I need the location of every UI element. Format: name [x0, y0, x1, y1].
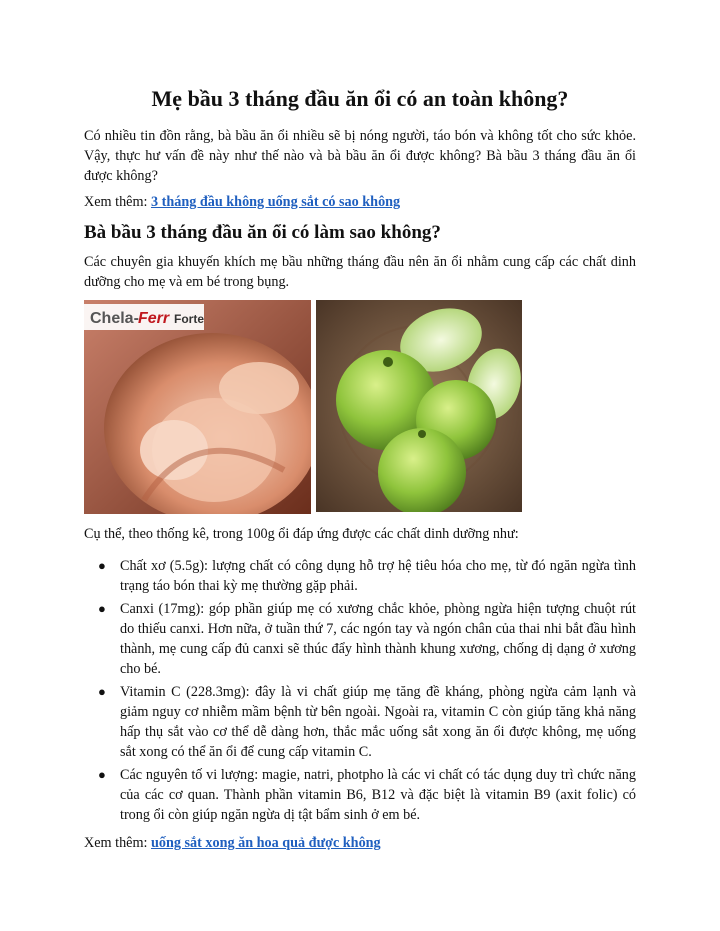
bullet-icon: ●: [98, 684, 106, 699]
see-also-link-iron[interactable]: 3 tháng đầu không uống sắt có sao không: [150, 194, 401, 210]
list-item-text: Canxi (17mg): góp phần giúp mẹ có xương chắc khỏe, phòng ngừa hiện tượng chuột rút do thiếu canxi. Hơn nữa, ở tuần thứ 7, các ngón tay và ngón chân của thai nhi bắt đầu hình thành, mẹ cung cấp đủ canxi sẽ thúc đẩy hình thành khung xương, chống dị dạng ở xương cho bé.: [120, 601, 636, 677]
list-item-text: Vitamin C (228.3mg): đây là vi chất giúp mẹ tăng đề kháng, phòng ngừa cảm lạnh và giảm nguy cơ nhiễm mầm bệnh từ bên ngoài. Ngoài ra, vitamin C còn giúp tăng khả năng hấp thụ sắt vào cơ thể dễ dàng hơn, thắc mắc uống sắt xong ăn ổi được không, mẹ uống sắt xong có thể ăn ổi để cung cấp vitamin C.: [120, 684, 636, 760]
document-content: [84, 84, 636, 859]
bullet-icon: ●: [98, 558, 106, 573]
section-heading: Bà bầu 3 tháng đầu ăn ổi có làm sao không?: [84, 222, 441, 243]
list-item: [98, 682, 636, 762]
list-item-text: Chất xơ (5.5g): lượng chất có công dụng hỗ trợ hệ tiêu hóa cho mẹ, từ đó ngăn ngừa tình trạng táo bón thai kỳ mẹ thường gặp phải.: [120, 558, 636, 594]
intro-paragraph: Có nhiều tin đồn rằng, bà bầu ăn ổi nhiều sẽ bị nóng người, táo bón và không tốt cho sức khỏe. Vậy, thực hư vấn đề này như thế nào và bà bầu ăn ổi được không? Bà bầu 3 tháng đầu ăn ổi được không?: [84, 128, 636, 184]
see-also-link-fruit[interactable]: uống sắt xong ăn hoa quả được không: [150, 835, 381, 851]
see-also-prefix: Xem thêm:: [84, 194, 151, 210]
bullet-icon: ●: [98, 767, 106, 782]
pregnancy-illustration-image: [84, 300, 311, 514]
logo-brand-accent-text: Ferr: [138, 310, 170, 327]
logo-brand-text: Chela-: [90, 310, 139, 327]
see-also-line-2: [84, 833, 636, 853]
list-item: [98, 599, 636, 679]
logo-sub-text: Forte: [174, 312, 204, 326]
see-also-prefix: Xem thêm:: [84, 835, 151, 851]
nutrient-list: [84, 556, 636, 825]
see-also-line-1: [84, 192, 636, 212]
guava-fruit-image: [316, 300, 522, 512]
image-row: [84, 300, 636, 514]
list-item: [98, 556, 636, 596]
bullet-icon: ●: [98, 601, 106, 616]
section-paragraph: Các chuyên gia khuyến khích mẹ bầu những tháng đầu nên ăn ổi nhằm cung cấp các chất dinh dưỡng cho mẹ và em bé trong bụng.: [84, 254, 636, 290]
detail-intro-paragraph: Cụ thể, theo thống kê, trong 100g ổi đáp ứng được các chất dinh dưỡng như:: [84, 526, 519, 542]
page-title: Mẹ bầu 3 tháng đầu ăn ổi có an toàn không?: [151, 86, 569, 111]
list-item-text: Các nguyên tố vi lượng: magie, natri, photpho là các vi chất có tác dụng duy trì chức năng của các cơ quan. Thành phần vitamin B6, B12 và đặc biệt là vitamin B9 (axit folic) có trong ổi còn giúp ngăn ngừa dị tật bẩm sinh ở em bé.: [120, 767, 636, 823]
list-item: [98, 765, 636, 825]
